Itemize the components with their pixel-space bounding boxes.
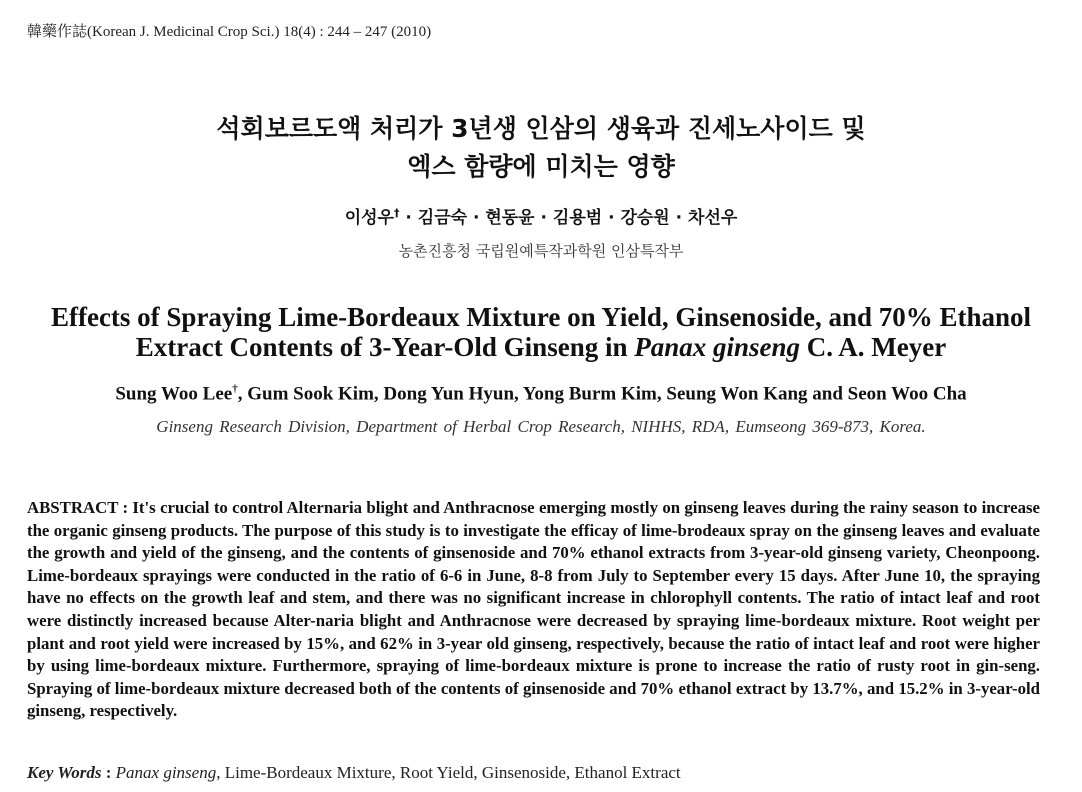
english-title-line-2-prefix: Extract Contents of 3-Year-Old Ginseng in bbox=[135, 332, 635, 362]
korean-title-line-2: 엑스 함량에 미치는 영향 bbox=[407, 152, 675, 181]
english-authors bbox=[0, 383, 1082, 405]
english-author-rest: , Gum Sook Kim, Dong Yun Hyun, Yong Burm Kim, Seung Won Kang and Seon Woo Cha bbox=[237, 383, 967, 405]
korean-affiliation: 농촌진흥청 국립원예특작과학원 인삼특작부 bbox=[398, 242, 684, 260]
species-name: Panax ginseng bbox=[634, 332, 801, 362]
journal-reference: 韓藥作誌(Korean J. Medicinal Crop Sci.) 18(4) : 244 – 247 (2010) bbox=[27, 24, 432, 40]
english-author-first: Sung Woo Lee bbox=[115, 383, 233, 405]
english-title bbox=[0, 302, 1082, 362]
english-affiliation: Ginseng Research Division, Department of Herbal Crop Research, NIHHS, RDA, Eumseong 369-873, Korea. bbox=[156, 417, 926, 436]
english-title-line-1: Effects of Spraying Lime-Bordeaux Mixture on Yield, Ginsenoside, and 70% Ethanol bbox=[50, 302, 1032, 332]
abstract-text: ABSTRACT : It's crucial to control Alternaria blight and Anthracnose emerging mostly on ginseng leaves during the rainy season to increase the organic ginseng products. The purpose of this study is to investigate the efficay of lime-brodeaux spray on the ginseng leaves and evaluate the growth and yield of the ginseng, and the contents of ginsenoside and 70% ethanol extracts from 3-year-old ginseng variety, Cheonpoong. Lime-bordeaux sprayings were conducted in the ratio of 6-6 in June, 8-8 from July to September every 15 days. After June 10, the spraying have no effects on the growth leaf and stem, and there was no significant increase in chlorophyll contents. The ratio of intact leaf and root were distinctly increased because Alter-naria blight and Anthracnose were decreased by spraying lime-bordeaux mixture. Root weight per plant and root yield were increased by 15%, and 62% in 3-year old ginseng, respectively, because the ratio of intact leaf and root were higher by using lime-bordeaux mixture. Furthermore, spraying of lime-bordeaux mixture is prone to increase the ratio of rusty root in gin-seng. Spraying of lime-bordeaux mixture decreased both of the contents of ginsenoside and 70% ethanol extract by 13.7%, and 15.2% in 3-year-old ginseng, respectively. bbox=[27, 498, 1040, 721]
corresponding-dagger-en: † bbox=[232, 383, 238, 395]
english-title-line-2-suffix: C. A. Meyer bbox=[800, 332, 947, 362]
keywords-line bbox=[27, 763, 681, 783]
keywords-rest: , Lime-Bordeaux Mixture, Root Yield, Ginsenoside, Ethanol Extract bbox=[216, 763, 681, 782]
english-title-line-2 bbox=[0, 332, 1082, 362]
korean-author-rest: · 김금숙 · 현동윤 · 김용범 · 강승원 · 차선우 bbox=[399, 208, 738, 228]
keywords-label: Key Words bbox=[27, 763, 102, 782]
korean-title bbox=[0, 110, 1082, 186]
korean-author-first: 이성우 bbox=[344, 208, 394, 228]
keywords-separator: : bbox=[101, 763, 116, 782]
corresponding-dagger: † bbox=[393, 206, 400, 220]
keyword-species: Panax ginseng bbox=[115, 763, 217, 782]
korean-title-line-1: 석회보르도액 처리가 3년생 인삼의 생육과 진세노사이드 및 bbox=[216, 114, 866, 143]
korean-authors bbox=[0, 203, 1082, 228]
